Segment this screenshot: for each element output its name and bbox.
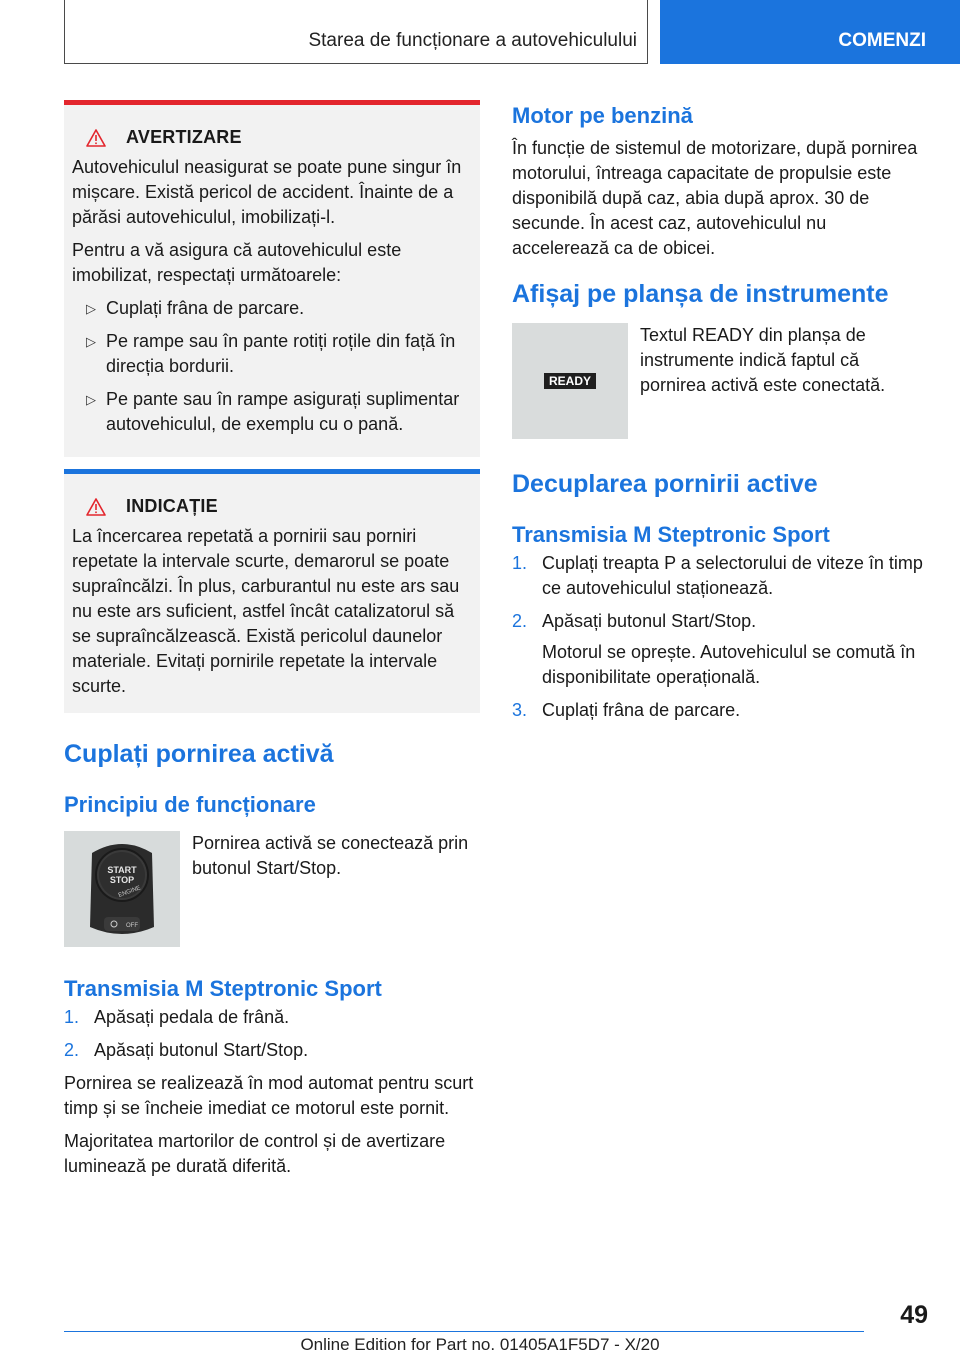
warning-bullet: ▷ Cuplați frâna de parcare.	[72, 296, 472, 321]
start-button-figure	[64, 831, 480, 947]
bullet-triangle-icon: ▷	[86, 334, 96, 349]
warning-title-text: AVERTIZARE	[126, 127, 242, 147]
ready-indicator-icon	[512, 323, 628, 439]
warning-bullet-list	[72, 296, 472, 437]
engage-heading: Cuplați pornirea activă	[64, 740, 334, 768]
svg-text:OFF: OFF	[126, 923, 138, 929]
svg-text:START: START	[107, 865, 137, 875]
page-number: 49	[900, 1301, 928, 1329]
step-item: 1. Apăsați pedala de frână.	[64, 1007, 290, 1027]
chapter-tab[interactable]	[660, 0, 960, 64]
chapter-tab-label: COMENZI	[838, 30, 926, 51]
note-text: La încercarea repetată a pornirii sau porniri repetate la intervale scurte, demarorul se poate supraîncălzi. În plus, carburantul nu este ars sau nu este ars suficient, astfel încât catalizatorul să se supraîncălzească. Există pericolul daunelor materiale. Evitați pornirile repetate la intervale scurte.	[72, 526, 460, 696]
note-triangle-icon	[86, 498, 106, 516]
left-column	[64, 100, 480, 1187]
engage-steps	[64, 1005, 480, 1063]
ready-figure	[512, 323, 928, 439]
note-title	[86, 496, 472, 517]
step-sub-text: Motorul se oprește. Autovehiculul se comută în disponibilitate operațională.	[542, 642, 916, 687]
engage-transmission-heading: Transmisia M Steptronic Sport	[64, 976, 382, 1001]
bullet-triangle-icon: ▷	[86, 392, 96, 407]
warning-bullet: ▷ Pe pante sau în rampe asigurați suplimentar autovehiculul, de exemplu cu o pană.	[86, 389, 460, 434]
display-heading: Afișaj pe planșa de instrumente	[512, 280, 889, 308]
display-text: Textul READY din planșa de instrumente indică faptul că pornirea activă este conectată.	[640, 325, 886, 395]
disengage-heading: Decuplarea pornirii active	[512, 470, 818, 498]
petrol-heading: Motor pe benzină	[512, 103, 693, 128]
step-item: 2. Apăsați butonul Start/Stop.	[64, 1040, 309, 1060]
warning-title	[86, 127, 472, 148]
petrol-text: În funcție de sistemul de motorizare, după pornirea motorului, întreaga capacitate de propulsie este disponibilă după caz, abia după aprox. 30 de secunde. În acest caz, autovehiculul nu accelerează ca de obicei.	[512, 138, 918, 258]
engage-paragraph: Majoritatea martorilor de control și de avertizare luminează pe durată diferită.	[64, 1131, 446, 1176]
svg-text:READY: READY	[548, 374, 592, 388]
step-item: 3. Cuplați frâna de parcare.	[512, 700, 741, 720]
principle-heading: Principiu de funcționare	[64, 792, 316, 817]
engage-paragraph: Pornirea se realizează în mod automat pentru scurt timp și se încheie imediat ce motorul este pornit.	[64, 1073, 474, 1118]
bullet-triangle-icon: ▷	[86, 301, 96, 316]
header-section-box	[64, 0, 648, 64]
disengage-transmission-heading: Transmisia M Steptronic Sport	[512, 522, 830, 547]
footer-edition-text: Online Edition for Part no. 01405A1F5D7 - X/20	[300, 1335, 660, 1354]
svg-text:ENGINE: ENGINE	[117, 885, 142, 899]
start-stop-button-icon	[64, 831, 180, 947]
warning-box	[64, 100, 480, 457]
disengage-steps	[512, 551, 928, 723]
principle-text: Pornirea activă se conectează prin butonul Start/Stop.	[192, 833, 469, 878]
start-stop-button-image	[64, 831, 180, 947]
note-title-text: INDICAȚIE	[126, 496, 218, 516]
warning-paragraph: Pentru a vă asigura că autovehiculul este imobilizat, respectați următoarele:	[72, 240, 402, 285]
step-item: 2. Apăsați butonul Start/Stop.	[512, 611, 757, 631]
ready-display-image	[512, 323, 628, 439]
footer-divider	[64, 1331, 864, 1332]
note-box	[64, 469, 480, 713]
warning-triangle-icon	[86, 129, 106, 147]
warning-bullet: ▷ Pe rampe sau în pante rotiți roțile din față în direcția bordurii.	[86, 331, 456, 376]
svg-text:STOP: STOP	[109, 875, 135, 885]
warning-paragraph: Autovehiculul neasigurat se poate pune singur în mișcare. Există pericol de accident. Înainte de a părăsi autovehiculul, imobilizați-l.	[72, 157, 462, 227]
step-item: 1. Cuplați treapta P a selectorului de viteze în timp ce autovehiculul staționează.	[512, 553, 923, 598]
right-column	[512, 100, 928, 731]
header-section-title: Starea de funcționare a autovehiculului	[308, 30, 637, 51]
